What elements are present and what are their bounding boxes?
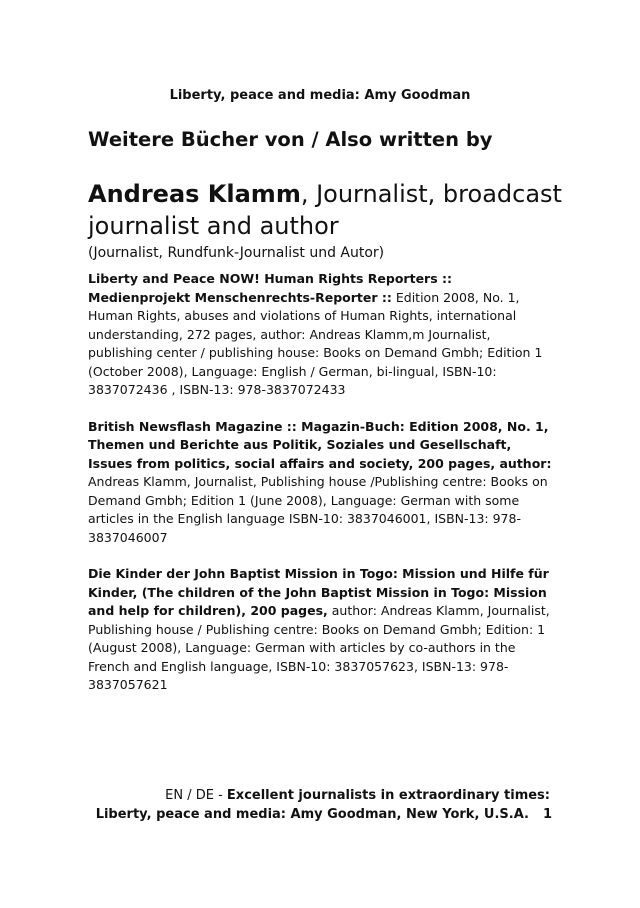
footer-slogan: Excellent journalists in extraordinary times:	[226, 788, 550, 803]
book-title: British Newsflash Magazine :: Magazin-Buch: Edition 2008, No. 1, Themen und Berichte aus Politik, Soziales und Gesellschaft, Issues from politics, social affairs and society, 200 pages, author:	[88, 418, 552, 471]
book-entry	[88, 565, 558, 695]
book-details: Andreas Klamm, Journalist, Publishing house /Publishing centre: Books on Demand Gmbh; Edition 1 (June 2008), Language: German with some articles in the English language ISBN-10: 3837046001, ISBN-13: 978-3837046007	[88, 474, 548, 545]
book-title: Liberty and Peace NOW! Human Rights Reporters :: Medienprojekt Menschenrechts-Reporter ::	[88, 271, 452, 305]
author-role-line-2: journalist and author	[88, 212, 339, 240]
author-name: Andreas Klamm	[88, 180, 301, 208]
author-role-german: (Journalist, Rundfunk-Journalist und Autor)	[88, 245, 385, 261]
page-number: 1	[542, 807, 552, 822]
footer-line-1	[165, 788, 550, 803]
author-block	[88, 178, 562, 263]
author-line-2	[88, 210, 558, 242]
book-list	[88, 270, 558, 713]
book-details: author: Andreas Klamm, Journalist, Publishing house / Publishing centre: Books on Demand Gmbh; Edition: 1 (August 2008), Language: German with articles by co-authors in the French and English language, ISBN-10: 3837057623, ISBN-13: 978-3837057621	[88, 603, 550, 692]
footer-line-2	[96, 807, 552, 822]
author-role-line-1: , Journalist, broadcast	[300, 180, 562, 208]
book-entry	[88, 270, 558, 400]
book-details: Edition 2008, No. 1, Human Rights, abuses and violations of Human Rights, international understanding, 272 pages, author: Andreas Klamm,m Journalist, publishing center / publishing house: Books on Demand Gmbh; Edition 1 (October 2008), Language: English / German, bi-lingual, ISBN-10: 3837072436 , ISBN-13: 978-3837072433	[88, 289, 543, 397]
running-head: Liberty, peace and media: Amy Goodman	[169, 88, 471, 103]
book-title: Die Kinder der John Baptist Mission in Togo: Mission und Hilfe für Kinder, (The children of the John Baptist Mission in Togo: Mission and help for children), 200 pages,	[88, 566, 549, 618]
footer-language: EN / DE -	[165, 788, 227, 803]
book-entry	[88, 418, 558, 548]
footer-title: Liberty, peace and media: Amy Goodman, New York, U.S.A.	[95, 807, 529, 822]
author-line-1	[88, 178, 562, 210]
section-heading: Weitere Bücher von / Also written by	[88, 128, 493, 151]
